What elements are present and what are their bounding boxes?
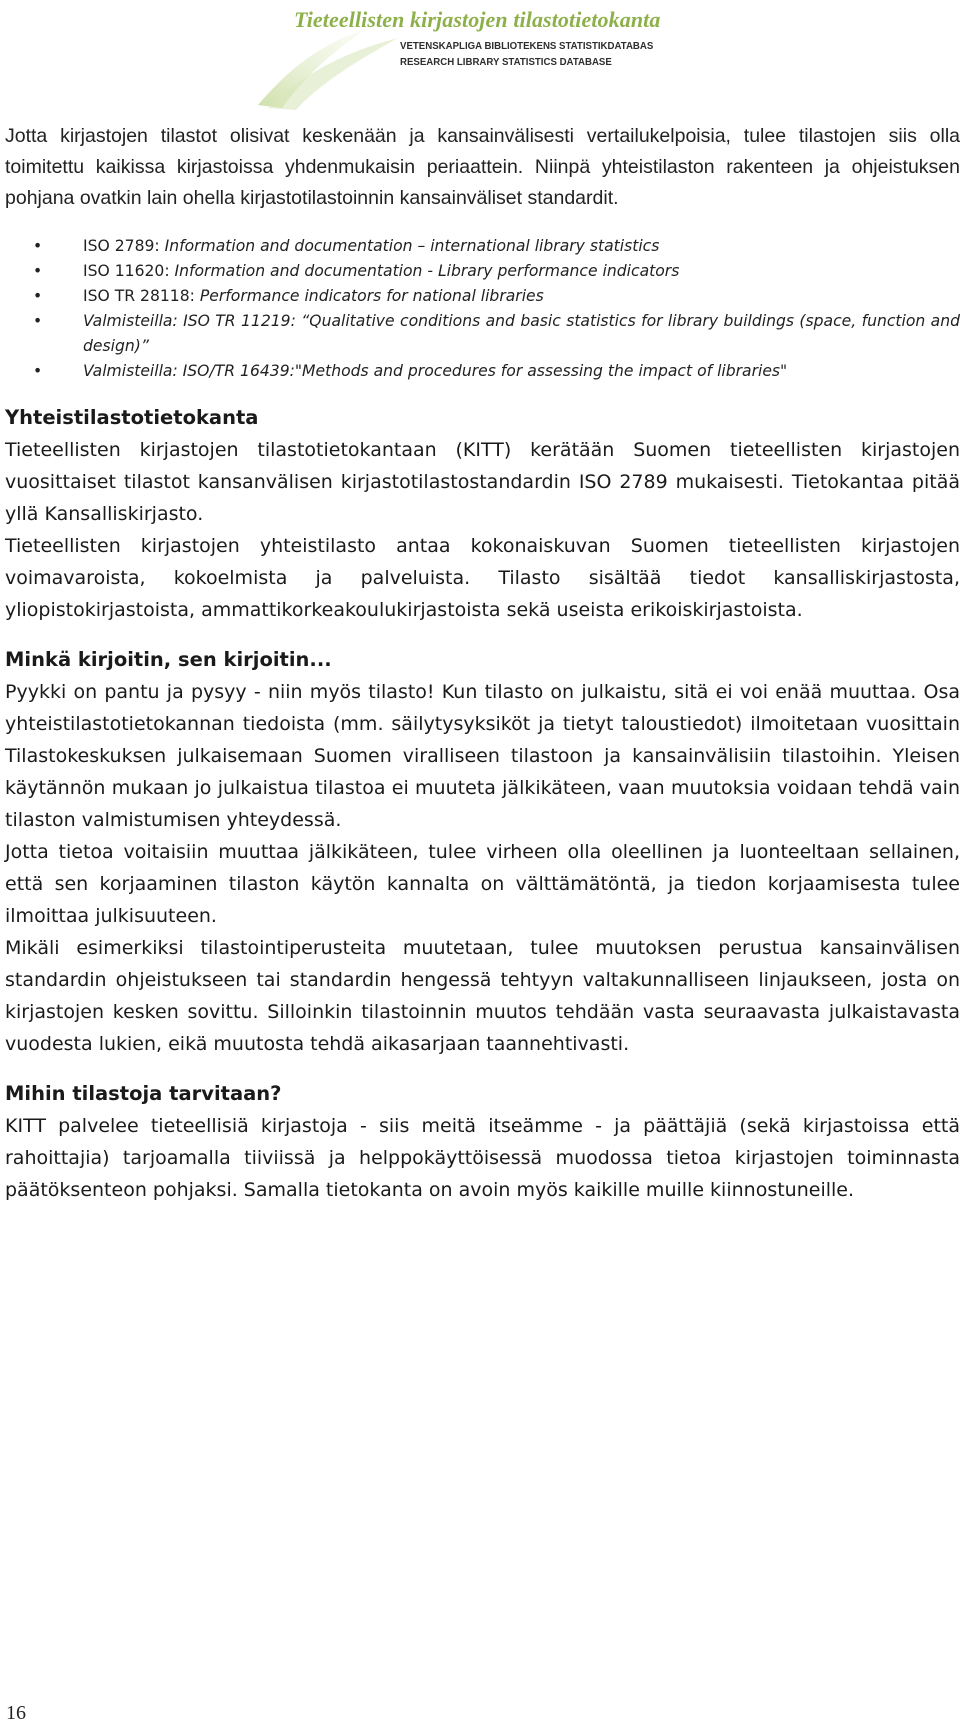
logo-subtitle-swedish: VETENSKAPLIGA BIBLIOTEKENS STATISTIKDATABAS [400, 40, 654, 52]
body-paragraph: Tieteellisten kirjastojen yhteistilasto antaa kokonaiskuvan Suomen tieteellisten kirjastojen voimavaroista, kokoelmista ja palveluista. Tilasto sisältää tiedot kansalliskirjastosta, yliopistokirjastoista, ammattikorkeakoulukirjastoista sekä useista erikoiskirjastoista. [5, 535, 960, 621]
body-paragraph: KITT palvelee tieteellisiä kirjastoja - siis meitä itseämme - ja päättäjiä (sekä kirjastoissa että rahoittajia) tarjoamalla tiiviissä ja helppokäyttöisessä muodossa tietoa kirjastojen toiminnasta päätöksenteon pohjaksi. Samalla tietokanta on avoin myös kaikille muille kiinnostuneille. [5, 1115, 960, 1201]
bullet-icon: • [33, 262, 43, 280]
section-heading-minka-kirjoitin: Minkä kirjoitin, sen kirjoitin... [5, 648, 332, 671]
bullet-icon: • [33, 237, 43, 255]
body-paragraph: Jotta tietoa voitaisiin muuttaa jälkikäteen, tulee virheen olla oleellinen ja luonteeltaan sellainen, että sen korjaaminen tilaston käytön kannalta on välttämätöntä, ja tiedon korjaamisesta tulee ilmoittaa julkisuuteen. [5, 841, 960, 927]
page-content [5, 121, 960, 1206]
bullet-icon: • [33, 287, 43, 305]
list-item [5, 234, 960, 259]
logo-subtitle-english: RESEARCH LIBRARY STATISTICS DATABASE [400, 56, 612, 68]
bullet-icon: • [33, 312, 43, 330]
standard-code: ISO 11620: [83, 262, 175, 280]
intro-paragraph: Jotta kirjastojen tilastot olisivat keskenään ja kansainvälisesti vertailukelpoisia, tulee tilastojen siis olla toimitettu kaikissa kirjastoissa yhdenmukaisin periaattein. Niinpä yhteistilaston rakenteen ja ohjeistuksen pohjana ovatkin lain ohella kirjastotilastoinnin kansainväliset standardit. [5, 125, 960, 209]
section-heading-yhteistilastotietokanta: Yhteistilastotietokanta [5, 406, 259, 429]
header-logo [258, 0, 678, 110]
body-paragraph: Pyykki on pantu ja pysyy - niin myös tilasto! Kun tilasto on julkaistu, sitä ei voi enää muuttaa. Osa yhteistilastotietokannan tiedoista (mm. säilytysyksiköt ja tietyt taloustiedot) ilmoitetaan vuosittain Tilastokeskuksen julkaisemaan Suomen viralliseen tilastoon ja kansainvälisiin tilastoihin. Yleisen käytännön mukaan jo julkaistua tilastoa ei muuteta jälkikäteen, vaan muutoksia voidaan tehdä vain tilaston valmistumisen yhteydessä. [5, 681, 960, 831]
standard-title: Information and documentation - Library performance indicators [174, 262, 680, 280]
page-number: 16 [6, 1702, 26, 1724]
bullet-icon: • [33, 362, 43, 380]
list-item [5, 309, 960, 359]
list-item [5, 259, 960, 284]
list-item [5, 284, 960, 309]
body-paragraph: Tieteellisten kirjastojen tilastotietokantaan (KITT) kerätään Suomen tieteellisten kirjastojen vuosittaiset tilastot kansanvälisen kirjastotilastostandardin ISO 2789 mukaisesti. Tietokantaa pitää yllä Kansalliskirjasto. [5, 439, 960, 525]
standard-title: Valmisteilla: ISO/TR 16439:"Methods and procedures for assessing the impact of libraries" [83, 362, 788, 380]
standards-list [5, 234, 960, 384]
standard-code: ISO TR 28118: [83, 287, 200, 305]
logo-title: Tieteellisten kirjastojen tilastotietokanta [294, 7, 661, 32]
standard-title: Performance indicators for national libraries [199, 287, 544, 305]
standard-code: ISO 2789: [83, 237, 165, 255]
list-item [5, 359, 960, 384]
standard-title: Information and documentation – international library statistics [164, 237, 660, 255]
standard-title: Valmisteilla: ISO TR 11219: “Qualitative conditions and basic statistics for library buildings (space, function and design)” [83, 312, 960, 355]
section-heading-mihin-tilastoja: Mihin tilastoja tarvitaan? [5, 1082, 282, 1105]
body-paragraph: Mikäli esimerkiksi tilastointiperusteita muutetaan, tulee muutoksen perustua kansainvälisen standardin ohjeistukseen tai standardin hengessä tehtyyn valtakunnalliseen linjaukseen, josta on kirjastojen kesken sovittu. Silloinkin tilastoinnin muutos tehdään vasta seuraavasta julkaistavasta vuodesta lukien, eikä muutosta tehdä aikasarjaan taannehtivasti. [5, 937, 960, 1055]
